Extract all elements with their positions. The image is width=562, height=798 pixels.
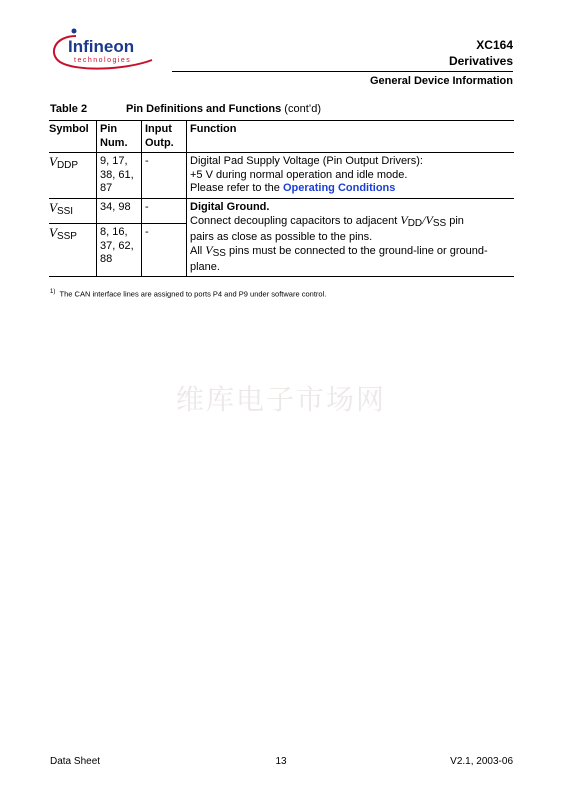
footnote-text: The CAN interface lines are assigned to ports P4 and P9 under software control. [59,289,327,299]
col-io-l1: Input [145,123,172,135]
pin-line: 87 [100,182,113,194]
function-heading: Digital Ground. [190,200,270,213]
col-pin-num [97,121,142,153]
operating-conditions-link[interactable]: Operating Conditions [282,182,396,194]
io-cell: - [142,153,187,199]
logo-subtext: technologies [74,57,132,64]
function-cell [187,153,515,199]
function-line [190,182,511,196]
function-text: Please refer to the [190,182,283,194]
logo-text: Infineon [68,37,135,56]
pin-line: 9, 17, [100,155,128,167]
col-pin-num-l2: Num. [100,136,128,149]
col-pin-num-l1: Pin [100,123,118,135]
pin-cell [97,198,142,224]
table-row [49,198,514,224]
footer-left: Data Sheet [50,756,101,767]
table-caption [50,103,321,115]
symbol-inline: V [425,213,433,227]
function-line [190,214,511,231]
function-text: pin [446,215,464,227]
function-line: pairs as close as possible to the pins. [190,230,373,243]
pin-table [49,120,514,277]
col-io-l2: Outp. [145,136,174,149]
function-text: pins must be connected to the ground-line or ground- [225,245,488,257]
io-cell: - [142,198,187,224]
symbol-sub: SSP [56,231,77,243]
col-function: Function [187,121,515,153]
infineon-logo [46,26,156,76]
pin-line: 37, 62, [100,239,134,252]
symbol-inline-sub: SS [432,218,447,229]
function-line [190,244,511,261]
function-line: +5 V during normal operation and idle mode. [190,168,408,181]
function-text: Connect decoupling capacitors to adjacent [190,215,401,227]
header-right [449,37,513,69]
table-title-wrap [126,103,321,115]
pin-cell [97,224,142,277]
page-number: 13 [275,756,287,767]
symbol-sub: SSI [56,205,74,217]
symbol-sub: DDP [56,160,79,171]
col-symbol: Symbol [49,121,97,153]
symbol-main: V [49,154,57,169]
function-cell [187,198,515,277]
symbol-cell [49,153,97,199]
function-line: plane. [190,260,220,273]
pin-line: 34, 98 [100,200,131,213]
pin-line: 88 [100,253,113,266]
symbol-cell [49,198,97,224]
slash: / [422,213,426,227]
product-subtitle: Derivatives [448,54,513,68]
table-row [49,153,514,199]
symbol-main: V [49,225,57,241]
table-number: Table 2 [50,103,88,115]
symbol-main: V [49,199,57,215]
pin-line: 38, 61, [100,168,134,181]
function-text: All [190,245,206,257]
section-title: General Device Information [369,75,513,87]
product-name: XC164 [476,38,513,52]
symbol-inline-sub: DD [407,218,423,229]
table-continued: (cont’d) [284,103,321,115]
table-header-row [49,121,514,153]
pin-line: 8, 16, [100,226,128,239]
symbol-inline: V [205,243,213,257]
function-line: Digital Pad Supply Voltage (Pin Output Drivers): [190,155,423,167]
table-title: Pin Definitions and Functions [126,103,282,115]
footnote-mark: 1) [50,289,56,295]
symbol-inline: V [400,213,408,227]
col-io [142,121,187,153]
pin-cell [97,153,142,199]
symbol-cell [49,224,97,277]
watermark: 维库电子市场网 [175,383,386,416]
footer-version: V2.1, 2003-06 [450,756,513,767]
symbol-inline-sub: SS [212,248,226,259]
header-rule [172,71,513,72]
footnote [50,289,326,299]
io-cell: - [142,224,187,277]
